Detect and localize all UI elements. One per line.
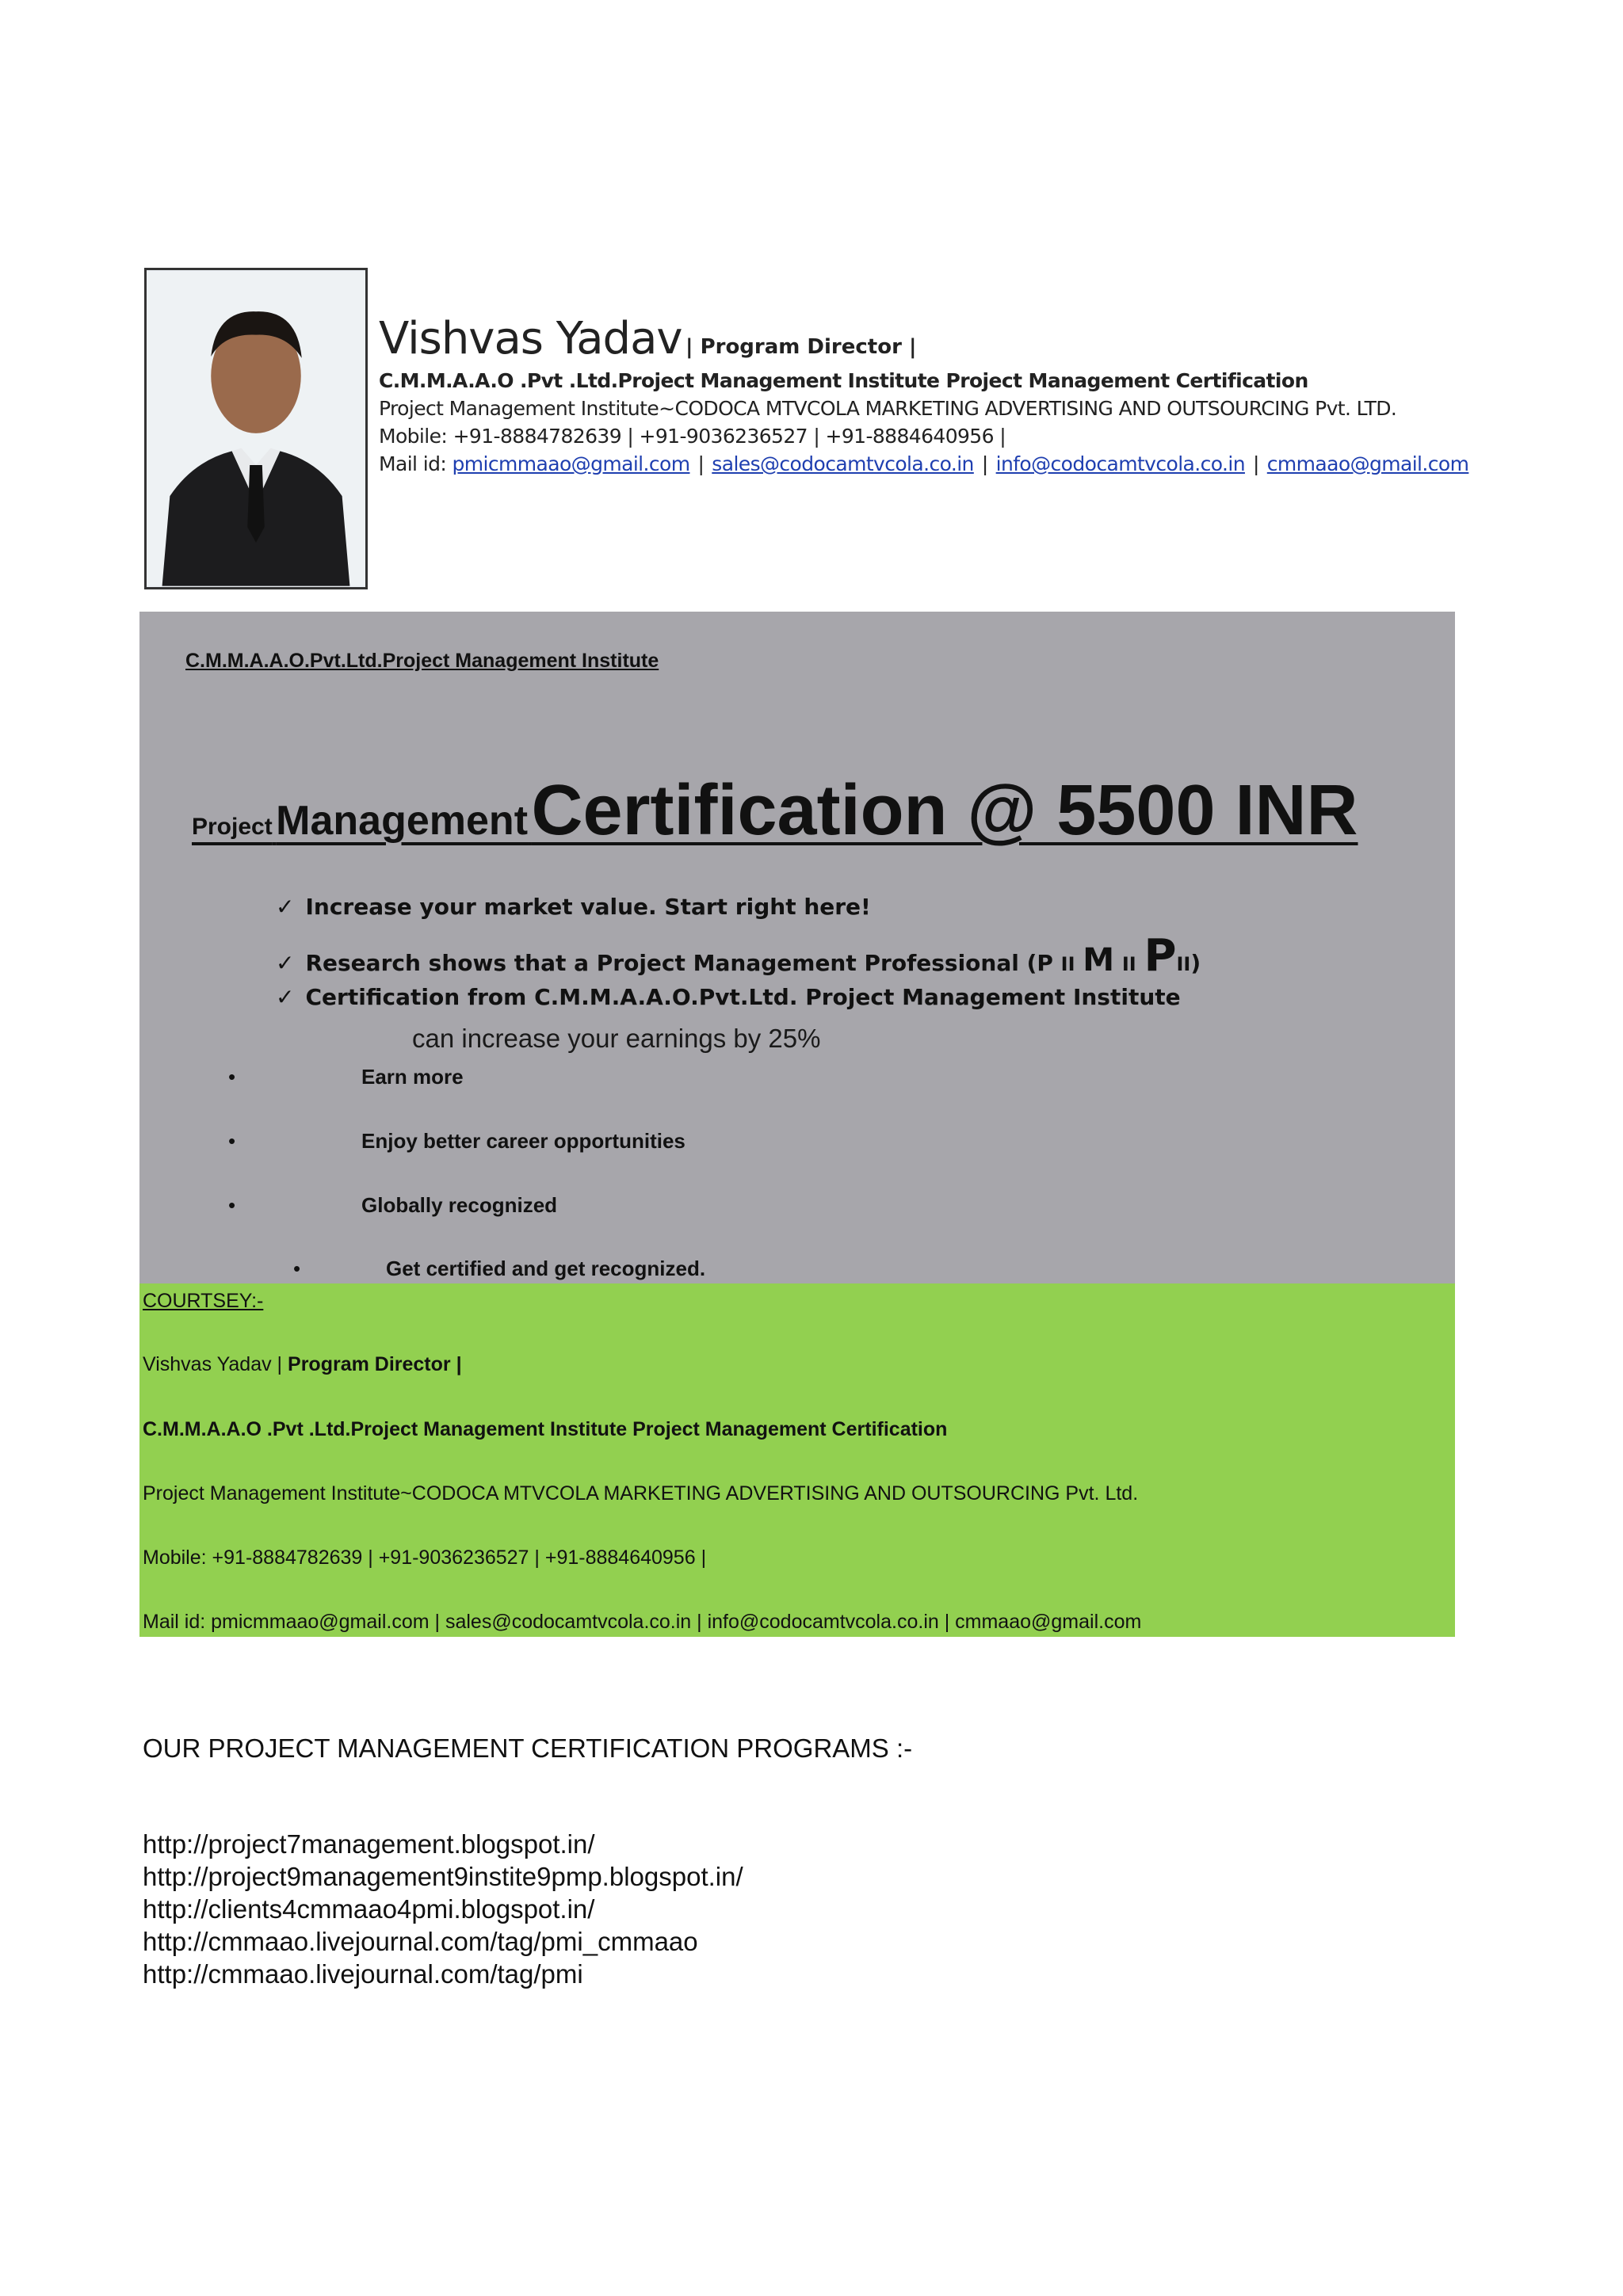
header-title: | Program Director | [685,335,917,359]
bullet-career: Enjoy better career opportunities [361,1129,685,1153]
pmp-p1: P [1037,950,1053,976]
program-link-3[interactable]: http://clients4cmmaao4pmi.blogspot.in/ [143,1894,595,1924]
portrait-image [147,270,365,587]
program-link-5[interactable]: http://cmmaao.livejournal.com/tag/pmi [143,1959,583,1989]
email-link-1[interactable]: pmicmmaao@gmail.com [452,452,690,475]
header-card [379,313,1468,475]
bullet-dot-4: • [293,1257,301,1280]
program-link-2[interactable]: http://project9management9instite9pmp.blogspot.in/ [143,1862,743,1891]
courtesy-name-line [143,1353,462,1376]
check-item-2 [276,930,1201,982]
header-company: C.M.M.A.A.O .Pvt .Ltd.Project Management Institute Project Management Certification [379,369,1308,392]
check-item-3 [276,984,1181,1010]
pmp-ii-3: II [1176,953,1191,975]
email-link-4[interactable]: cmmaao@gmail.com [1266,452,1469,475]
header-mail-label: Mail id: [379,452,447,475]
check-item-1 [276,894,871,920]
header-mobile: Mobile: +91-8884782639 | +91-9036236527 | +91-8884640956 | [379,425,1006,448]
bullet-dot-3: • [228,1193,236,1217]
check-text-1: Increase your market value. Start right here! [305,894,871,920]
bullet-global: Globally recognized [361,1193,558,1217]
institute-link[interactable]: C.M.M.A.A.O.Pvt.Ltd.Project Management Institute [185,650,659,672]
pmp-close: ) [1190,950,1201,976]
courtesy-section [139,1283,1455,1637]
program-link-1[interactable]: http://project7management.blogspot.in/ [143,1829,595,1859]
courtesy-company: C.M.M.A.A.O .Pvt .Ltd.Project Management Institute Project Management Certification [143,1418,948,1440]
bullet-earn-more: Earn more [361,1065,464,1089]
courtesy-org: Project Management Institute~CODOCA MTVCOLA MARKETING ADVERTISING AND OUTSOURCING Pvt. Ltd. [143,1482,1139,1505]
courtesy-name: Vishvas Yadav | [143,1353,283,1375]
check-icon: ✓ [276,984,295,1010]
headline [192,770,1358,852]
profile-photo [144,268,368,589]
bullet-dot-1: • [228,1065,236,1089]
pmp-ii-1: II [1060,953,1075,975]
courtesy-title: Program Director | [288,1353,462,1375]
check-text-2: Research shows that a Project Management Professional ( [305,950,1037,976]
courtesy-mobile: Mobile: +91-8884782639 | +91-9036236527 | +91-8884640956 | [143,1547,707,1569]
pmp-p2: P [1144,930,1177,982]
program-link-4[interactable]: http://cmmaao.livejournal.com/tag/pmi_cmmaao [143,1927,698,1956]
bullet-certified: Get certified and get recognized. [386,1257,706,1280]
header-name: Vishvas Yadav [379,313,682,364]
email-link-2[interactable]: sales@codocamtvcola.co.in [712,452,974,475]
bullet-dot-2: • [228,1129,236,1153]
earnings-text: can increase your earnings by 25% [412,1024,821,1053]
check-text-3: Certification from C.M.M.A.A.O.Pvt.Ltd. Project Management Institute [305,984,1181,1010]
headline-certification: Certification @ 5500 INR [531,771,1358,850]
check-icon: ✓ [276,894,295,920]
courtesy-mail: Mail id: pmicmmaao@gmail.com | sales@codocamtvcola.co.in | info@codocamtvcola.co.in | cmmaao@gmail.com [143,1611,1142,1633]
programs-title: OUR PROJECT MANAGEMENT CERTIFICATION PROGRAMS :- [143,1733,913,1763]
header-org: Project Management Institute~CODOCA MTVCOLA MARKETING ADVERTISING AND OUTSOURCING Pvt. LTD. [379,397,1397,420]
check-icon: ✓ [276,950,295,976]
courtesy-label: COURTSEY:- [143,1290,264,1312]
pmp-m: M [1083,942,1115,978]
headline-management: Management [276,798,529,844]
pmp-ii-2: II [1121,953,1136,975]
headline-project: Project [192,814,273,840]
header-mail: Mail id: pmicmmaao@gmail.com | sales@codocamtvcola.co.in | info@codocamtvcola.co.in | cmmaao@gmail.com [379,452,1469,475]
email-link-3[interactable]: info@codocamtvcola.co.in [995,452,1245,475]
